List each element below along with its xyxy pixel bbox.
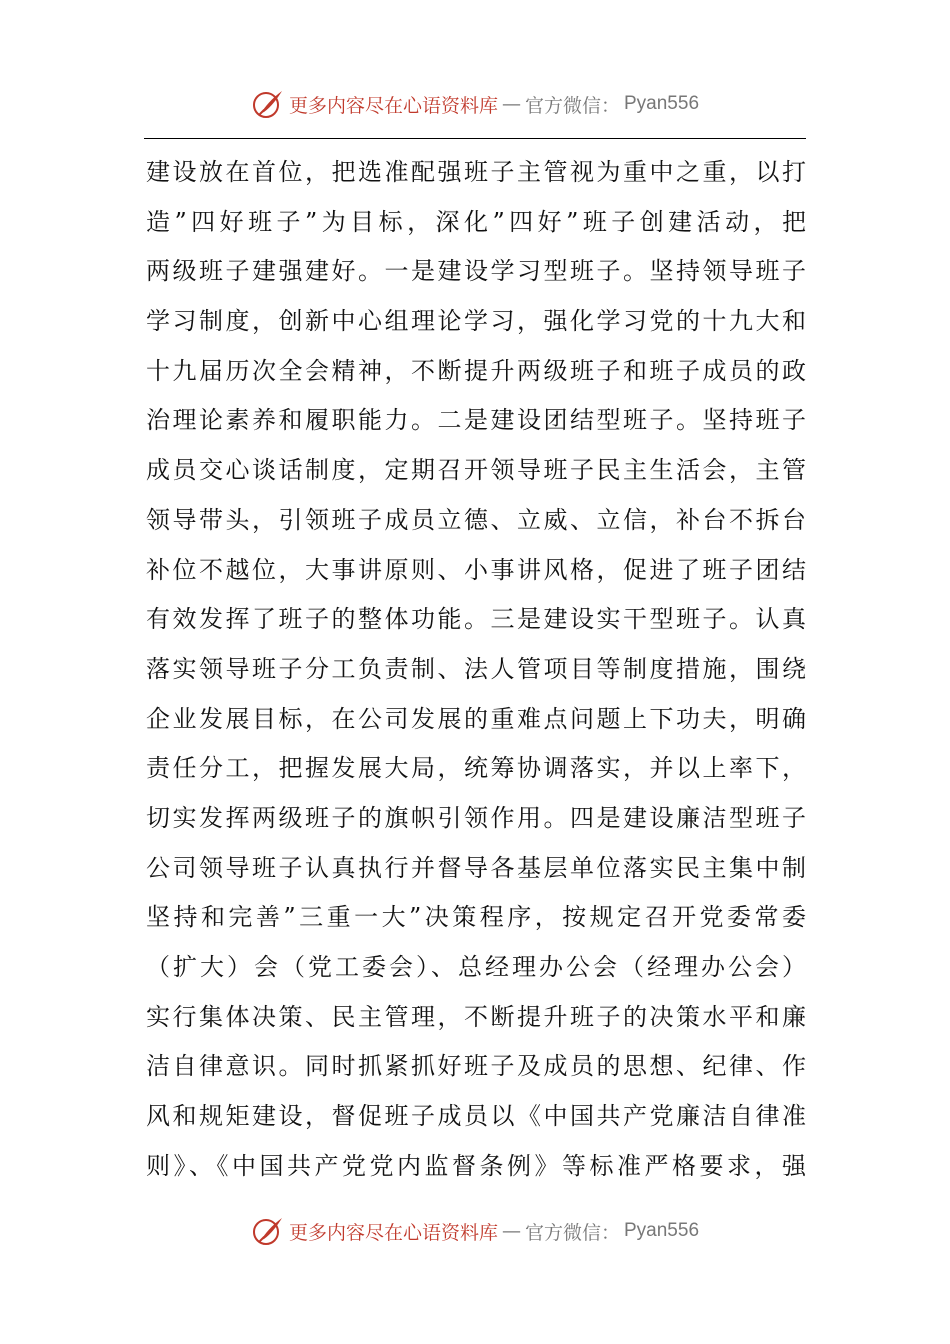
footer-wechat-label: 官方微信： xyxy=(524,1221,620,1244)
body-line: 补位不越位，大事讲原则、小事讲风格，促进了班子团结 xyxy=(146,555,806,584)
body-line: 坚持和完善”三重一大”决策程序，按规定召开党委常委 xyxy=(146,903,806,932)
body-line: 领导带头，引领班子成员立德、立威、立信，补台不拆台 xyxy=(146,505,806,534)
footer-banner xyxy=(0,1211,950,1251)
header-wechat-id: Pyan556 xyxy=(624,93,700,114)
body-line: 十九届历次全会精神，不断提升两级班子和班子成员的政 xyxy=(146,356,806,385)
body-line: 责任分工，把握发展大局，统筹协调落实，并以上率下， xyxy=(146,754,806,783)
header-divider xyxy=(144,138,806,139)
body-line: 造”四好班子”为目标，深化”四好”班子创建活动，把 xyxy=(146,207,806,236)
body-line: 实行集体决策、民主管理，不断提升班子的决策水平和廉 xyxy=(146,1002,806,1031)
body-line: 落实领导班子分工负责制、法人管项目等制度措施，围绕 xyxy=(146,654,806,683)
header-wechat-label: 官方微信： xyxy=(524,94,620,117)
header-separator: — xyxy=(501,93,521,115)
body-line: （扩大）会（党工委会）、总经理办公会（经理办公会） xyxy=(146,953,806,981)
body-line: 切实发挥两级班子的旗帜引领作用。四是建设廉洁型班子 xyxy=(146,803,806,832)
body-line: 则》、《中国共产党党内监督条例》等标准严格要求，强 xyxy=(146,1151,806,1180)
quill-logo-icon xyxy=(251,1214,285,1248)
body-line: 建设放在首位，把选准配强班子主管视为重中之重，以打 xyxy=(146,158,806,186)
body-line: 有效发挥了班子的整体功能。三是建设实干型班子。认真 xyxy=(146,605,806,634)
document-body xyxy=(146,148,806,1191)
body-line: 风和规矩建设，督促班子成员以《中国共产党廉洁自律准 xyxy=(146,1102,806,1131)
body-line: 企业发展目标，在公司发展的重难点问题上下功夫，明确 xyxy=(146,704,806,733)
header-brand-text: 更多内容尽在心语资料库 xyxy=(288,94,498,117)
header-banner xyxy=(0,84,950,124)
body-line: 学习制度，创新中心组理论学习，强化学习党的十九大和 xyxy=(146,307,806,336)
body-line: 两级班子建强建好。一是建设学习型班子。坚持领导班子 xyxy=(146,257,806,286)
quill-logo-icon xyxy=(251,87,285,121)
body-line: 成员交心谈话制度，定期召开领导班子民主生活会，主管 xyxy=(146,456,806,485)
footer-separator: — xyxy=(501,1220,521,1242)
body-line: 公司领导班子认真执行并督导各基层单位落实民主集中制 xyxy=(146,853,806,882)
footer-brand-text: 更多内容尽在心语资料库 xyxy=(288,1221,498,1244)
body-line: 洁自律意识。同时抓紧抓好班子及成员的思想、纪律、作 xyxy=(146,1052,806,1081)
body-line: 治理论素养和履职能力。二是建设团结型班子。坚持班子 xyxy=(146,406,806,435)
footer-wechat-id: Pyan556 xyxy=(624,1220,700,1241)
